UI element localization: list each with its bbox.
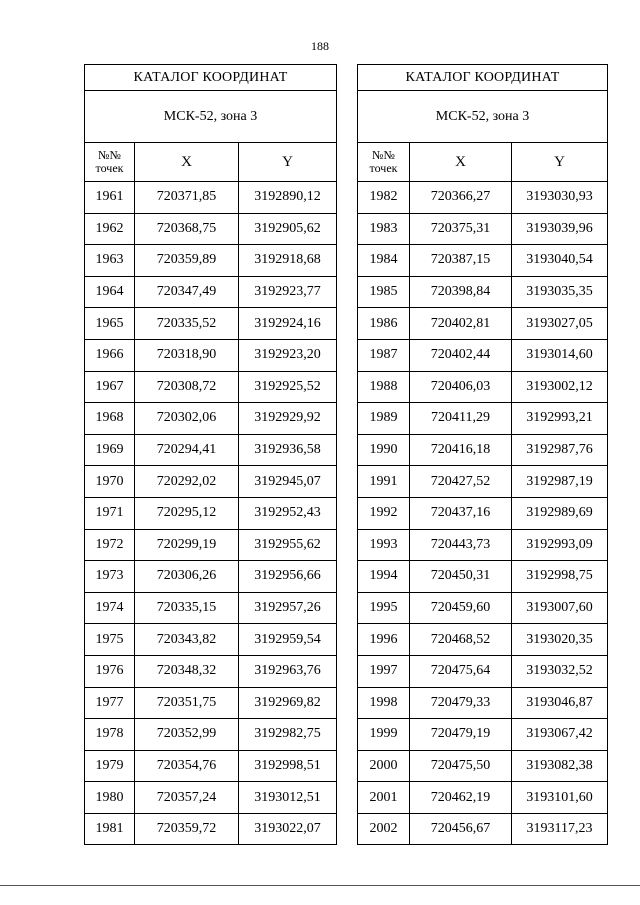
y-coordinate-cell: 3192987,76 [512, 434, 608, 466]
table-row [358, 276, 608, 308]
x-coordinate-cell: 720456,67 [410, 813, 512, 845]
y-coordinate-cell: 3192987,19 [512, 466, 608, 498]
x-coordinate-cell: 720479,19 [410, 719, 512, 751]
table-row [358, 813, 608, 845]
point-number-cell: 1977 [85, 687, 135, 719]
coordinate-catalog-left [84, 64, 337, 845]
y-coordinate-cell: 3193067,42 [512, 719, 608, 751]
table-row [85, 339, 337, 371]
catalog-title: КАТАЛОГ КООРДИНАТ [358, 65, 608, 91]
x-coordinate-cell: 720411,29 [410, 403, 512, 435]
x-coordinate-cell: 720406,03 [410, 371, 512, 403]
y-coordinate-cell: 3193007,60 [512, 592, 608, 624]
table-row [358, 655, 608, 687]
y-coordinate-cell: 3192918,68 [239, 245, 337, 277]
table-row [85, 403, 337, 435]
y-coordinate-cell: 3192956,66 [239, 561, 337, 593]
y-coordinate-cell: 3192955,62 [239, 529, 337, 561]
y-coordinate-cell: 3193014,60 [512, 339, 608, 371]
x-coordinate-cell: 720402,44 [410, 339, 512, 371]
x-coordinate-cell: 720359,89 [135, 245, 239, 277]
y-coordinate-cell: 3192993,09 [512, 529, 608, 561]
point-number-cell: 1978 [85, 719, 135, 751]
y-coordinate-cell: 3192936,58 [239, 434, 337, 466]
x-coordinate-cell: 720443,73 [410, 529, 512, 561]
x-coordinate-cell: 720366,27 [410, 182, 512, 214]
point-number-cell: 1962 [85, 213, 135, 245]
y-coordinate-cell: 3192957,26 [239, 592, 337, 624]
table-row [85, 561, 337, 593]
point-number-cell: 1999 [358, 719, 410, 751]
table-row [358, 403, 608, 435]
table-row [358, 624, 608, 656]
point-number-cell: 1972 [85, 529, 135, 561]
x-coordinate-cell: 720352,99 [135, 719, 239, 751]
table-row [358, 466, 608, 498]
catalog-title: КАТАЛОГ КООРДИНАТ [85, 65, 337, 91]
y-coordinate-cell: 3192963,76 [239, 655, 337, 687]
y-coordinate-cell: 3192923,77 [239, 276, 337, 308]
x-coordinate-cell: 720371,85 [135, 182, 239, 214]
point-number-cell: 1984 [358, 245, 410, 277]
point-number-cell: 1990 [358, 434, 410, 466]
table-row [85, 719, 337, 751]
y-coordinate-cell: 3192989,69 [512, 497, 608, 529]
x-coordinate-cell: 720427,52 [410, 466, 512, 498]
table-row [358, 339, 608, 371]
x-coordinate-cell: 720402,81 [410, 308, 512, 340]
table-row [358, 245, 608, 277]
table-row [85, 687, 337, 719]
point-number-cell: 1989 [358, 403, 410, 435]
table-row [85, 624, 337, 656]
y-coordinate-cell: 3193030,93 [512, 182, 608, 214]
point-number-cell: 1991 [358, 466, 410, 498]
y-coordinate-cell: 3192924,16 [239, 308, 337, 340]
table-row [85, 655, 337, 687]
x-coordinate-cell: 720462,19 [410, 782, 512, 814]
table-row [85, 308, 337, 340]
y-coordinate-cell: 3193082,38 [512, 750, 608, 782]
point-number-cell: 1974 [85, 592, 135, 624]
x-coordinate-cell: 720299,19 [135, 529, 239, 561]
y-coordinate-cell: 3193012,51 [239, 782, 337, 814]
table-row [85, 592, 337, 624]
table-row [85, 276, 337, 308]
point-number-cell: 1969 [85, 434, 135, 466]
y-coordinate-cell: 3192923,20 [239, 339, 337, 371]
point-number-cell: 1994 [358, 561, 410, 593]
table-row [85, 371, 337, 403]
column-header-point-number: №№ точек [85, 143, 135, 182]
catalog-subtitle: МСК-52, зона 3 [358, 91, 608, 143]
table-row [85, 529, 337, 561]
point-number-cell: 1964 [85, 276, 135, 308]
table-row [358, 497, 608, 529]
x-coordinate-cell: 720348,32 [135, 655, 239, 687]
point-number-cell: 1981 [85, 813, 135, 845]
table-row [85, 182, 337, 214]
y-coordinate-cell: 3193040,54 [512, 245, 608, 277]
table-row [85, 750, 337, 782]
table-row [358, 719, 608, 751]
y-coordinate-cell: 3192982,75 [239, 719, 337, 751]
x-coordinate-cell: 720318,90 [135, 339, 239, 371]
point-number-cell: 1967 [85, 371, 135, 403]
x-coordinate-cell: 720335,52 [135, 308, 239, 340]
table-row [85, 213, 337, 245]
y-coordinate-cell: 3193032,52 [512, 655, 608, 687]
point-number-cell: 1988 [358, 371, 410, 403]
column-header-point-number: №№ точек [358, 143, 410, 182]
point-number-cell: 1982 [358, 182, 410, 214]
table-row [85, 813, 337, 845]
catalog-rows [358, 182, 608, 845]
y-coordinate-cell: 3193046,87 [512, 687, 608, 719]
page-number: 188 [311, 39, 329, 53]
point-number-cell: 1997 [358, 655, 410, 687]
column-header-y: Y [239, 143, 337, 182]
y-coordinate-cell: 3193117,23 [512, 813, 608, 845]
table-row [358, 687, 608, 719]
y-coordinate-cell: 3192998,75 [512, 561, 608, 593]
y-coordinate-cell: 3192998,51 [239, 750, 337, 782]
y-coordinate-cell: 3192959,54 [239, 624, 337, 656]
x-coordinate-cell: 720416,18 [410, 434, 512, 466]
point-number-cell: 2001 [358, 782, 410, 814]
x-coordinate-cell: 720302,06 [135, 403, 239, 435]
y-coordinate-cell: 3193027,05 [512, 308, 608, 340]
point-number-cell: 1985 [358, 276, 410, 308]
point-number-cell: 1961 [85, 182, 135, 214]
table-row [358, 561, 608, 593]
x-coordinate-cell: 720295,12 [135, 497, 239, 529]
table-row [85, 245, 337, 277]
x-coordinate-cell: 720437,16 [410, 497, 512, 529]
point-number-cell: 1963 [85, 245, 135, 277]
x-coordinate-cell: 720308,72 [135, 371, 239, 403]
point-number-cell: 1965 [85, 308, 135, 340]
y-coordinate-cell: 3192905,62 [239, 213, 337, 245]
catalog-subtitle: МСК-52, зона 3 [85, 91, 337, 143]
table-row [358, 213, 608, 245]
point-number-cell: 2000 [358, 750, 410, 782]
x-coordinate-cell: 720359,72 [135, 813, 239, 845]
y-coordinate-cell: 3192993,21 [512, 403, 608, 435]
y-coordinate-cell: 3193020,35 [512, 624, 608, 656]
x-coordinate-cell: 720459,60 [410, 592, 512, 624]
x-coordinate-cell: 720347,49 [135, 276, 239, 308]
x-coordinate-cell: 720479,33 [410, 687, 512, 719]
y-coordinate-cell: 3193002,12 [512, 371, 608, 403]
point-number-cell: 1993 [358, 529, 410, 561]
table-row [85, 782, 337, 814]
table-row [358, 182, 608, 214]
point-number-cell: 1980 [85, 782, 135, 814]
point-number-cell: 1992 [358, 497, 410, 529]
table-row [85, 466, 337, 498]
x-coordinate-cell: 720398,84 [410, 276, 512, 308]
y-coordinate-cell: 3192929,92 [239, 403, 337, 435]
point-number-cell: 1966 [85, 339, 135, 371]
column-header-x: X [410, 143, 512, 182]
coordinate-catalog-right [357, 64, 608, 845]
point-number-cell: 1970 [85, 466, 135, 498]
x-coordinate-cell: 720368,75 [135, 213, 239, 245]
table-row [85, 434, 337, 466]
table-row [358, 371, 608, 403]
x-coordinate-cell: 720354,76 [135, 750, 239, 782]
y-coordinate-cell: 3192945,07 [239, 466, 337, 498]
y-coordinate-cell: 3192890,12 [239, 182, 337, 214]
point-number-cell: 1973 [85, 561, 135, 593]
y-coordinate-cell: 3193022,07 [239, 813, 337, 845]
table-row [358, 592, 608, 624]
point-number-cell: 1975 [85, 624, 135, 656]
table-row [358, 308, 608, 340]
x-coordinate-cell: 720468,52 [410, 624, 512, 656]
x-coordinate-cell: 720450,31 [410, 561, 512, 593]
point-number-cell: 1983 [358, 213, 410, 245]
point-number-cell: 1996 [358, 624, 410, 656]
point-number-cell: 1976 [85, 655, 135, 687]
point-number-cell: 1968 [85, 403, 135, 435]
point-number-cell: 1971 [85, 497, 135, 529]
table-row [358, 434, 608, 466]
point-number-cell: 2002 [358, 813, 410, 845]
x-coordinate-cell: 720475,64 [410, 655, 512, 687]
column-header-x: X [135, 143, 239, 182]
y-coordinate-cell: 3193101,60 [512, 782, 608, 814]
x-coordinate-cell: 720387,15 [410, 245, 512, 277]
table-row [358, 750, 608, 782]
page-bottom-rule [0, 885, 640, 886]
x-coordinate-cell: 720294,41 [135, 434, 239, 466]
point-number-cell: 1998 [358, 687, 410, 719]
y-coordinate-cell: 3193039,96 [512, 213, 608, 245]
y-coordinate-cell: 3193035,35 [512, 276, 608, 308]
point-number-cell: 1979 [85, 750, 135, 782]
point-number-cell: 1986 [358, 308, 410, 340]
x-coordinate-cell: 720357,24 [135, 782, 239, 814]
table-row [358, 529, 608, 561]
table-row [358, 782, 608, 814]
x-coordinate-cell: 720351,75 [135, 687, 239, 719]
table-row [85, 497, 337, 529]
point-number-cell: 1995 [358, 592, 410, 624]
catalog-rows [85, 182, 337, 845]
x-coordinate-cell: 720375,31 [410, 213, 512, 245]
x-coordinate-cell: 720335,15 [135, 592, 239, 624]
x-coordinate-cell: 720292,02 [135, 466, 239, 498]
x-coordinate-cell: 720306,26 [135, 561, 239, 593]
point-number-cell: 1987 [358, 339, 410, 371]
y-coordinate-cell: 3192925,52 [239, 371, 337, 403]
x-coordinate-cell: 720475,50 [410, 750, 512, 782]
y-coordinate-cell: 3192952,43 [239, 497, 337, 529]
x-coordinate-cell: 720343,82 [135, 624, 239, 656]
column-header-y: Y [512, 143, 608, 182]
y-coordinate-cell: 3192969,82 [239, 687, 337, 719]
